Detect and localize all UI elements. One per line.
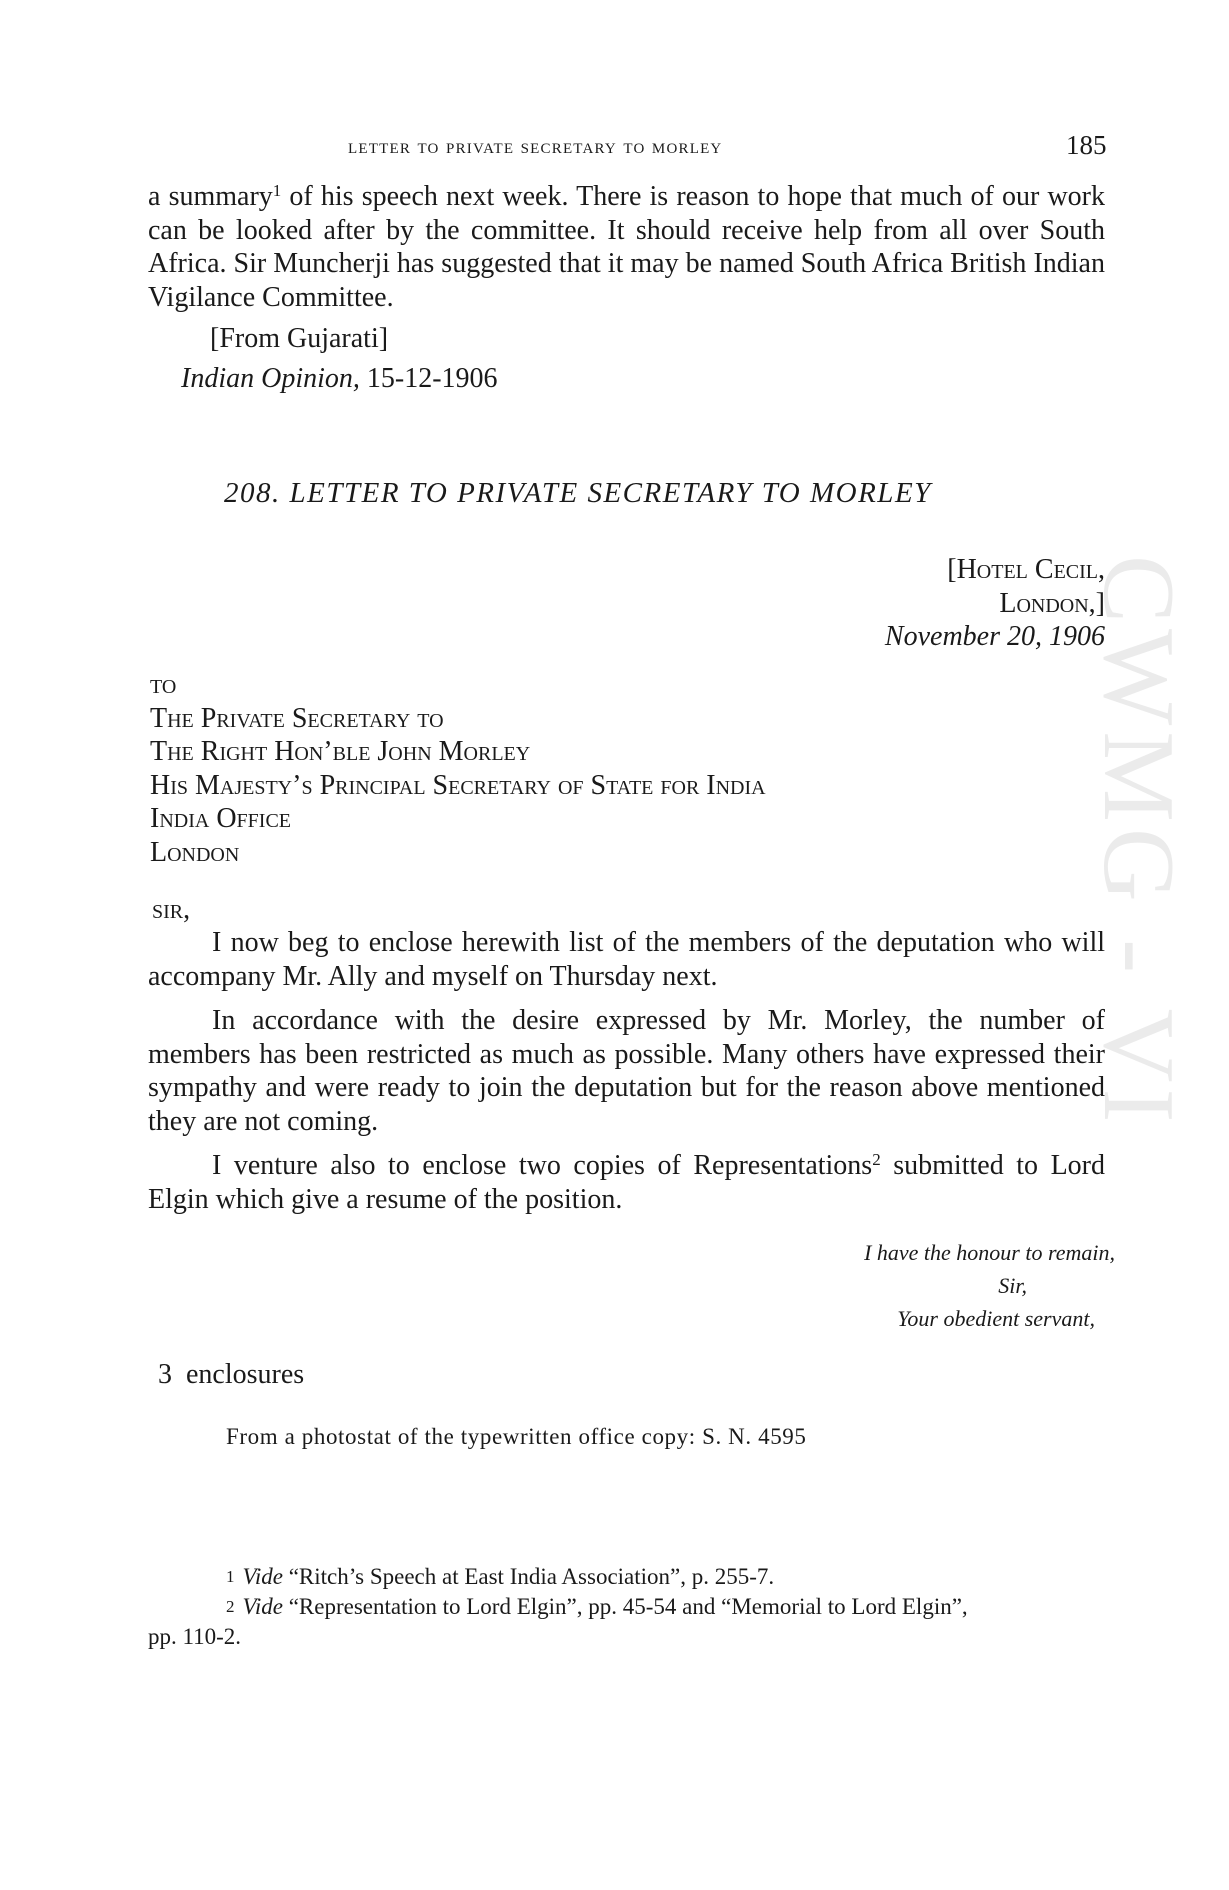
closing-line-3: Your obedient servant, bbox=[897, 1306, 1095, 1331]
closing-line-2: Sir, bbox=[998, 1273, 1027, 1298]
paragraph-2: In accordance with the desire expressed by Mr. Morley, the number of members has been restricted as much as possible. Many others have expressed their sympathy and were ready to join the deputation but for the reason above mentioned they are not coming. bbox=[148, 1005, 1105, 1137]
recipient-line-1: The Private Secretary to bbox=[150, 702, 444, 734]
recipient-to: to bbox=[150, 669, 177, 700]
salutation: sir, bbox=[152, 894, 191, 925]
footnote-1: $^1$ Vide “Ritch’s Speech at East India Association”, p. 255-7. bbox=[226, 1564, 775, 1589]
footnote-2: $^2$ Vide “Representation to Lord Elgin”, pp. 45-54 and “Memorial to Lord Elgin”, bbox=[226, 1594, 968, 1619]
footnotes bbox=[148, 1562, 1118, 1652]
footnote-2-continued: pp. 110-2. bbox=[148, 1624, 242, 1649]
recipient-block bbox=[150, 668, 766, 869]
footnote-ref-1: 1 bbox=[272, 181, 282, 200]
address-line-1: [Hotel Cecil, bbox=[947, 554, 1105, 585]
from-note: [From Gujarati] bbox=[210, 323, 389, 354]
recipient-line-2: The Right Hon’ble John Morley bbox=[150, 736, 531, 767]
recipient-line-4: India Office bbox=[150, 803, 291, 834]
address-line-2: London,] bbox=[999, 587, 1105, 619]
recipient-line-3: His Majesty’s Principal Secretary of State for India bbox=[150, 769, 766, 801]
closing-line-1: I have the honour to remain, bbox=[864, 1240, 1115, 1265]
letter-date: November 20, 1906 bbox=[884, 621, 1105, 652]
page-number: 185 bbox=[1066, 130, 1107, 160]
source-note: From a photostat of the typewritten office copy: S. N. 4595 bbox=[226, 1424, 807, 1449]
closing-block bbox=[700, 1236, 1115, 1335]
paragraph-3: I venture also to enclose two copies of Representations$^2$ submitted to Lord Elgin which give a resume of the position. bbox=[148, 1150, 1105, 1215]
source-title: Indian Opinion, bbox=[181, 363, 360, 394]
watermark: CWMG - VI bbox=[1082, 555, 1195, 1129]
letter-title: 208. LETTER TO PRIVATE SECRETARY TO MORLEY bbox=[224, 477, 932, 509]
source-date: 15-12-1906 bbox=[359, 363, 498, 394]
source-citation bbox=[181, 362, 498, 396]
address-block bbox=[800, 553, 1105, 620]
footnote-ref-2: 2 bbox=[872, 1150, 881, 1169]
paragraph-1: I now beg to enclose herewith list of the members of the deputation who will accompany Mr. Ally and myself on Thursday next. bbox=[148, 927, 1105, 992]
enclosures-note: 3 enclosures bbox=[158, 1359, 305, 1390]
intro-paragraph: a summary$^1$ of his speech next week. There is reason to hope that much of our work can be looked after by the committee. It should receive help from all over South Africa. Sir Muncherji has suggested that it may be named South Africa British Indian Vigilance Committee. bbox=[148, 181, 1105, 313]
recipient-line-5: London bbox=[150, 836, 240, 868]
running-head: letter to private secretary to morley bbox=[348, 134, 723, 158]
